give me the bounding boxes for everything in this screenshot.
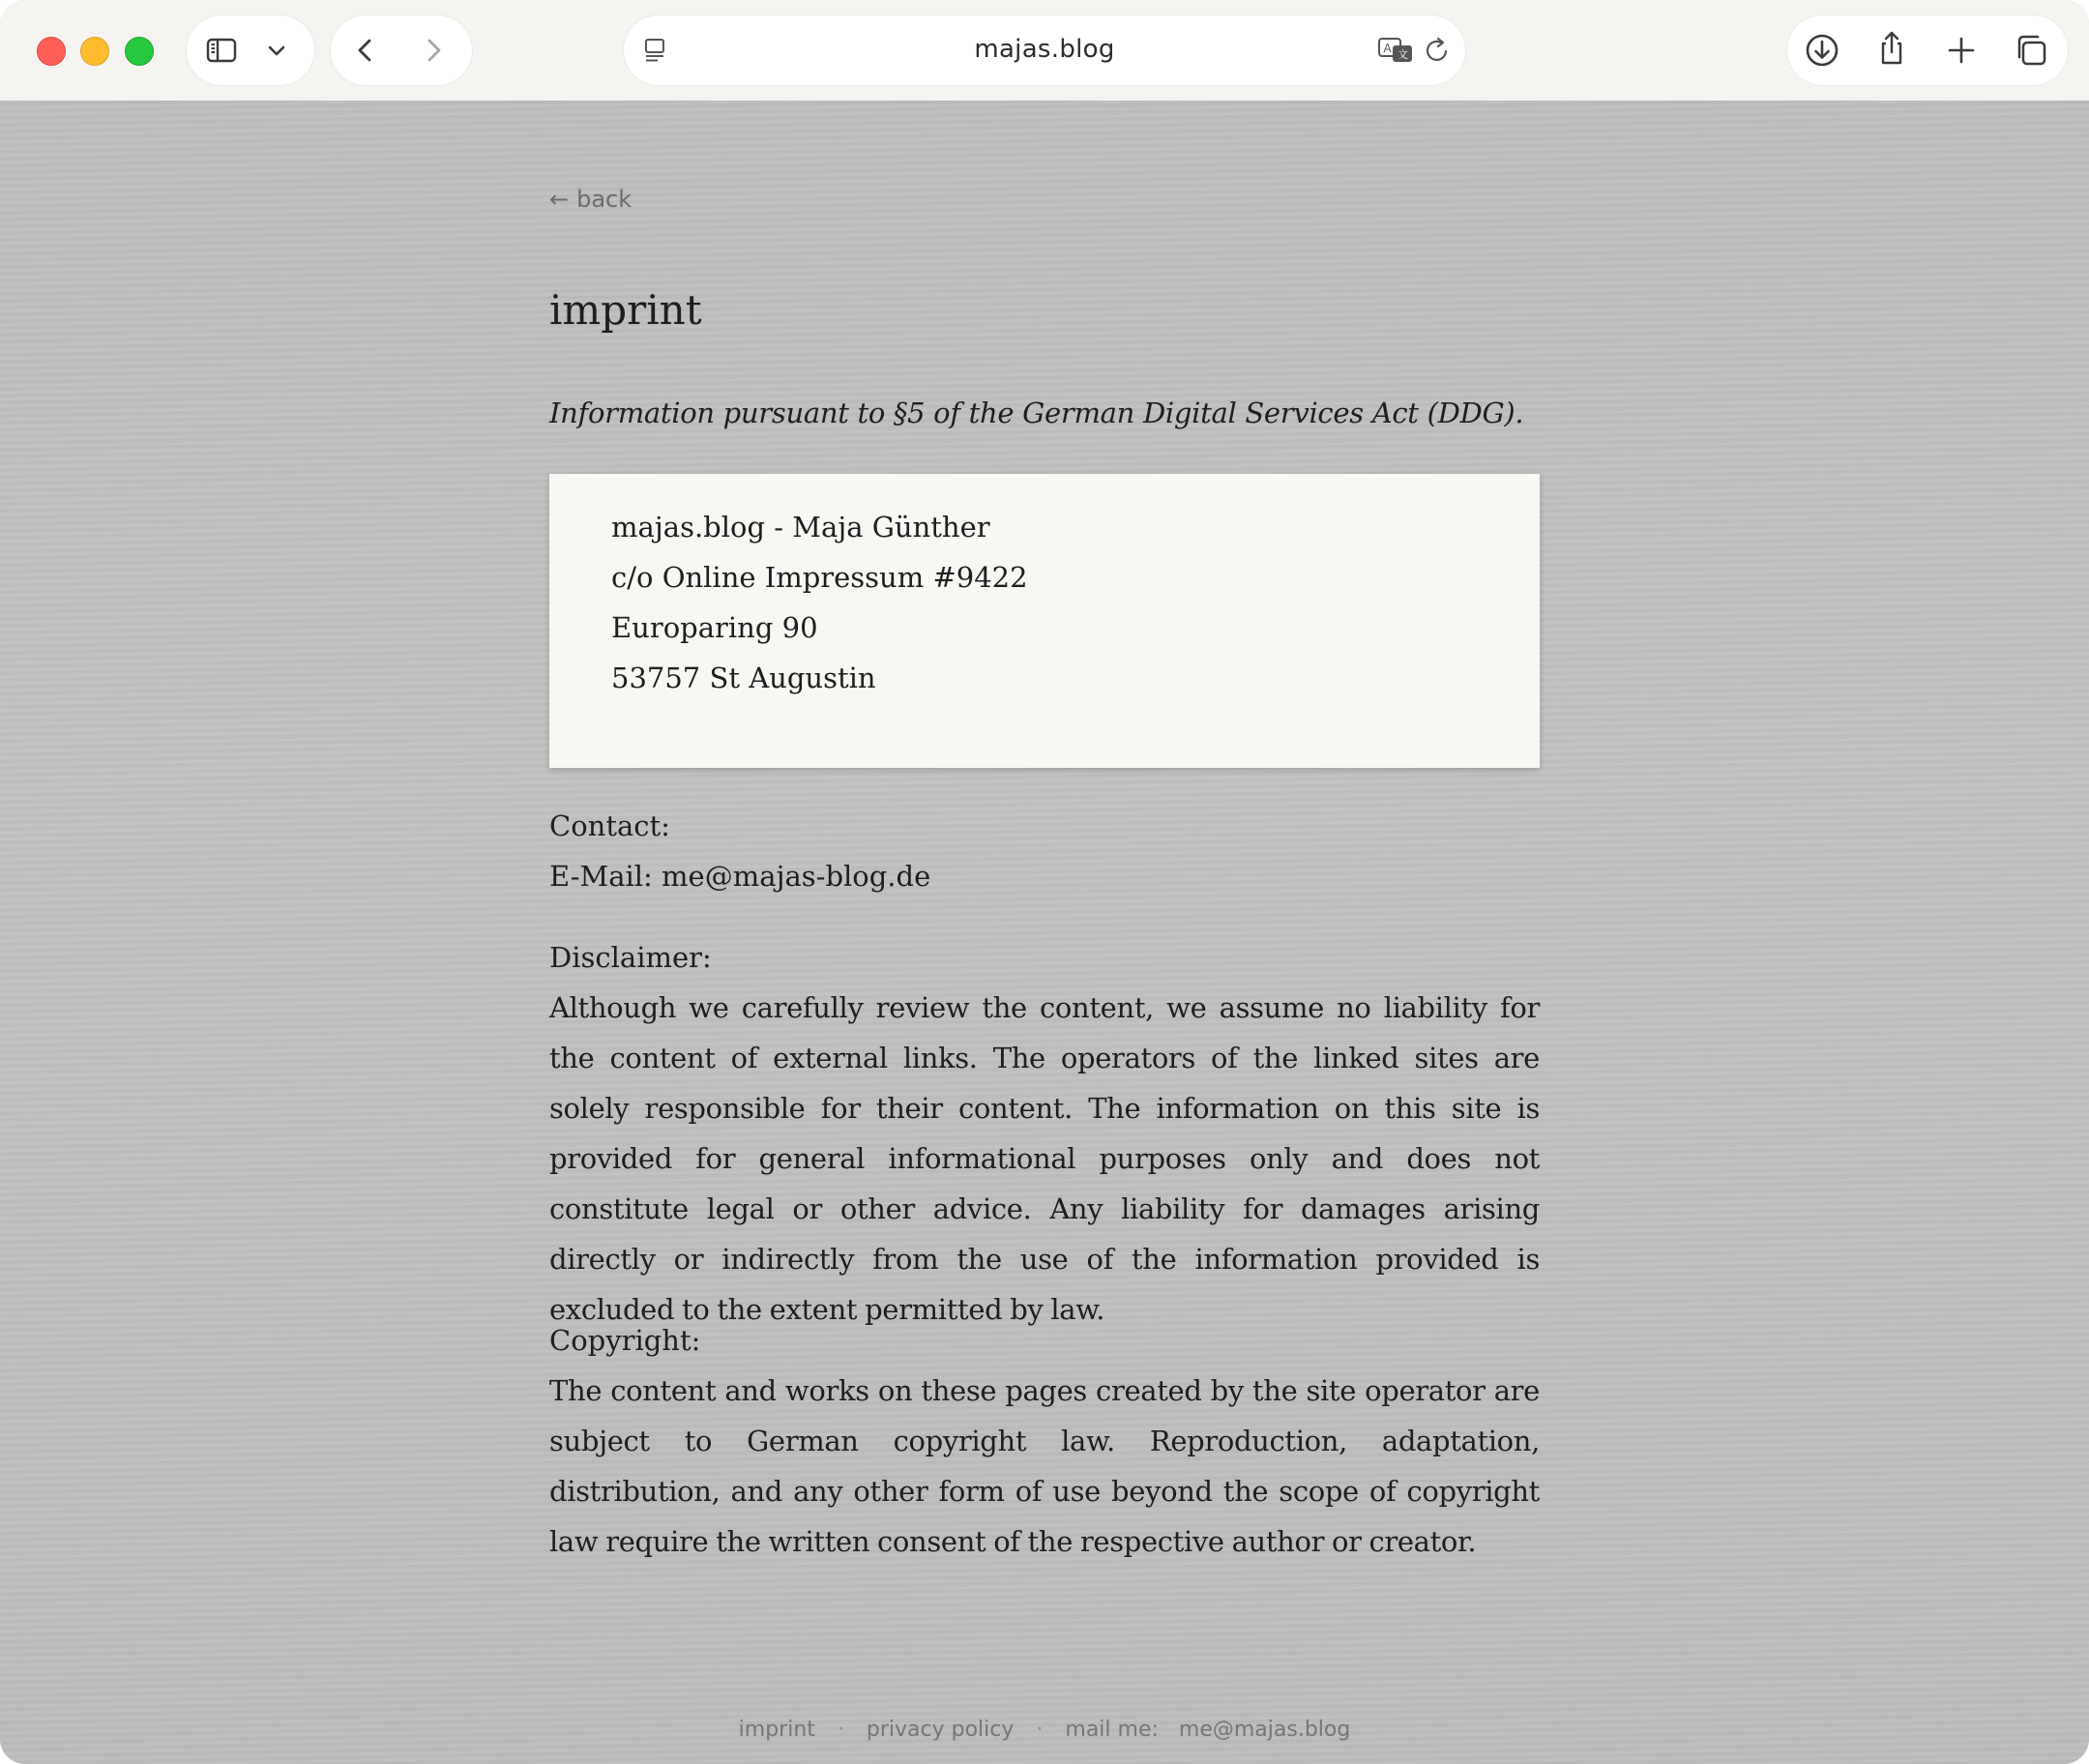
disclaimer-heading: Disclaimer:	[549, 941, 712, 974]
address-card	[549, 474, 1540, 768]
address-line: Europaring 90	[611, 611, 818, 644]
address-line: 53757 St Augustin	[611, 662, 876, 694]
chevron-down-icon[interactable]	[262, 33, 291, 68]
address-line: majas.blog - Maja Günther	[611, 511, 990, 544]
arrow-left-icon: ←	[549, 186, 570, 213]
footer-separator: ·	[1036, 1718, 1044, 1742]
sidebar-toggle-group	[187, 15, 314, 85]
plus-icon[interactable]	[1942, 31, 1981, 70]
page-footer	[0, 1718, 2089, 1742]
copyright-text: The content and works on these pages created by the site operator are subject to German copyright law. Reproduction, adaptation, distribution, and any other form of use beyond the scope of copyright law require the written consent of the respective author or creator.	[549, 1374, 1540, 1558]
copyright-heading: Copyright:	[549, 1324, 701, 1357]
actions-group	[1787, 15, 2068, 85]
sidebar-icon[interactable]	[204, 33, 239, 68]
footer-privacy-link[interactable]: privacy policy	[866, 1718, 1015, 1742]
intro-text: Information pursuant to §5 of the German Digital Services Act (DDG).	[549, 397, 1524, 429]
address-bar[interactable]	[624, 15, 1465, 85]
share-icon[interactable]	[1872, 29, 1911, 68]
address-text[interactable]: majas.blog	[974, 35, 1115, 64]
chevron-left-icon[interactable]	[348, 33, 383, 68]
tabs-overview-icon[interactable]	[2012, 31, 2050, 70]
svg-text:A: A	[1383, 42, 1392, 55]
zoom-window-button[interactable]	[125, 37, 154, 66]
disclaimer-text: Although we carefully review the content, we assume no liability for the content of external links. The operators of the linked sites are solely responsible for their content. The information on this site is provided for general informational purposes only and does not constitute legal or other advice. Any liability for damages arising directly or indirectly from the use of the information provided is excluded to the extent permitted by law.	[549, 991, 1540, 1326]
page-title: imprint	[549, 286, 702, 334]
chevron-right-icon[interactable]	[416, 33, 451, 68]
contact-heading: Contact:	[549, 809, 670, 842]
footer-separator: ·	[837, 1718, 844, 1742]
download-icon[interactable]	[1803, 31, 1841, 70]
footer-mail-label: mail me:	[1065, 1718, 1159, 1742]
browser-toolbar	[0, 0, 2089, 102]
footer-mail-link[interactable]: me@majas.blog	[1178, 1718, 1351, 1742]
contact-email: E-Mail: me@majas-blog.de	[549, 860, 931, 893]
svg-text:文: 文	[1398, 48, 1408, 61]
back-label: back	[576, 186, 633, 213]
footer-imprint-link[interactable]: imprint	[738, 1718, 815, 1742]
reload-icon[interactable]	[1421, 33, 1454, 68]
page-content	[0, 101, 2089, 1764]
address-line: c/o Online Impressum #9422	[611, 561, 1028, 594]
minimize-window-button[interactable]	[80, 37, 109, 66]
translate-icon[interactable]	[1376, 33, 1417, 68]
back-link[interactable]	[549, 186, 632, 213]
navigation-group	[331, 15, 472, 85]
close-window-button[interactable]	[37, 37, 66, 66]
